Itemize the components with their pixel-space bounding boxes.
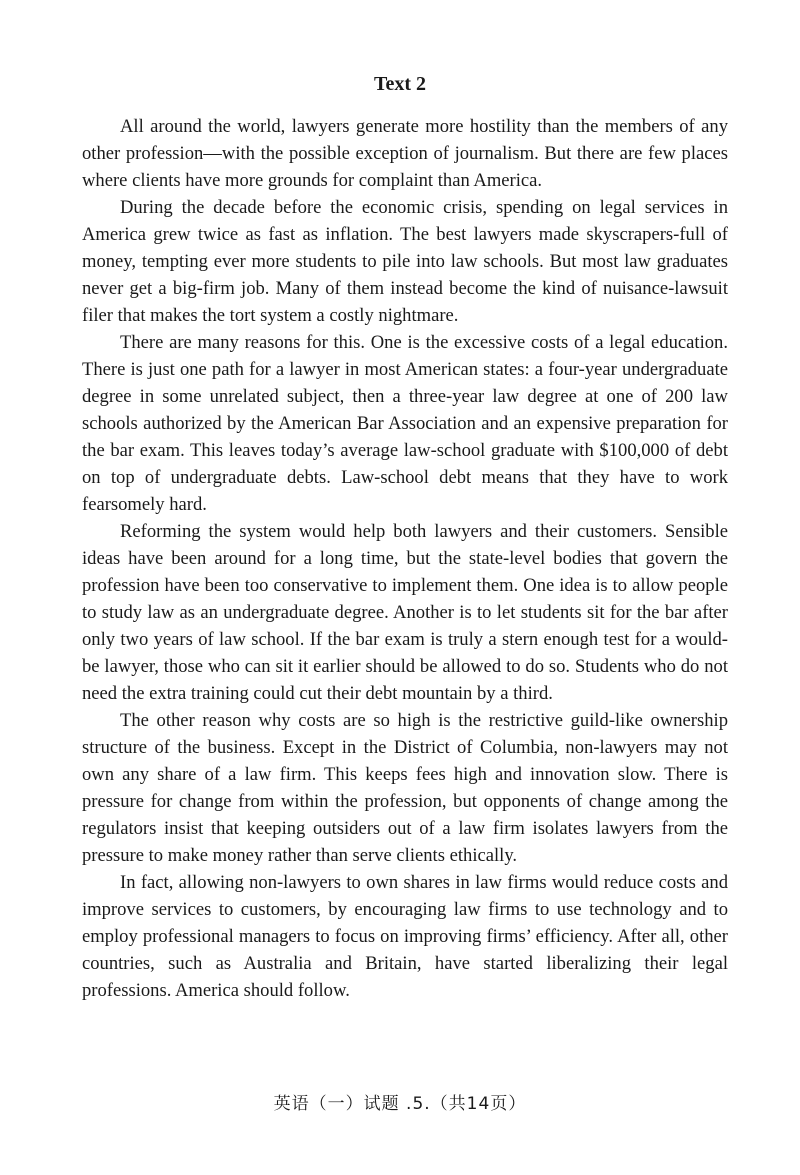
paragraph-1: All around the world, lawyers generate more hostility than the members of any other profession—with the possible exception of journalism. But there are few places where clients have more grounds for complaint than America.	[82, 116, 728, 191]
passage-title: Text 2	[373, 73, 427, 95]
paragraph-2: During the decade before the economic crisis, spending on legal services in America grew twice as fast as inflation. The best lawyers made skyscrapers-full of money, tempting ever more students to pile into law schools. But most law graduates never get a big-firm job. Many of them instead become the kind of nuisance-lawsuit filer that makes the tort system a costly nightmare.	[82, 197, 728, 326]
paragraph-4: Reforming the system would help both lawyers and their customers. Sensible ideas have been around for a long time, but the state-level bodies that govern the profession have been too conservative to implement them. One idea is to allow people to study law as an undergraduate degree. Another is to let students sit for the bar after only two years of law school. If the bar exam is truly a stern enough test for a would-be lawyer, those who can sit it earlier should be allowed to do so. Students who do not need the extra training could cut their debt mountain by a third.	[82, 521, 728, 704]
paragraph-5: The other reason why costs are so high is the restrictive guild-like ownership structure of the business. Except in the District of Columbia, non-lawyers may not own any share of a law firm. This keeps fees high and innovation slow. There is pressure for change from within the profession, but opponents of change among the regulators insist that keeping outsiders out of a law firm isolates lawyers from the pressure to make money rather than serve clients ethically.	[82, 710, 728, 866]
page-footer: 英语（一）试题 .5.（共14页）	[273, 1094, 527, 1114]
paragraph-3: There are many reasons for this. One is the excessive costs of a legal education. There is just one path for a lawyer in most American states: a four-year undergraduate degree in some unrelated subject, then a three-year law degree at one of 200 law schools authorized by the American Bar Association and an expensive preparation for the bar exam. This leaves today’s average law-school graduate with $100,000 of debt on top of undergraduate debts. Law-school debt means that they have to work fearsomely hard.	[82, 332, 728, 515]
paragraph-6: In fact, allowing non-lawyers to own shares in law firms would reduce costs and improve services to customers, by encouraging law firms to use technology and to employ professional managers to focus on improving firms’ efficiency. After all, other countries, such as Australia and Britain, have started liberalizing their legal professions. America should follow.	[82, 872, 728, 1001]
passage-body	[82, 113, 728, 1004]
